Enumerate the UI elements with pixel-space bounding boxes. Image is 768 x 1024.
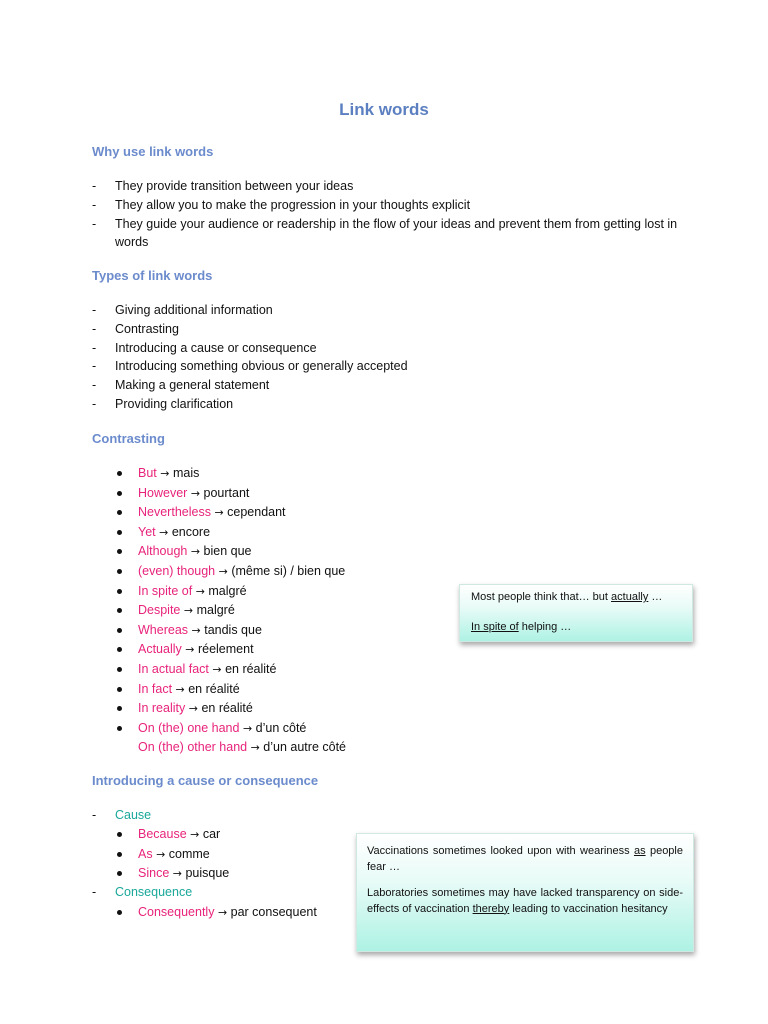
list-item: - Providing clarification xyxy=(92,395,702,414)
french-term: encore xyxy=(171,524,211,539)
english-term: But xyxy=(138,466,157,480)
list-item xyxy=(116,503,346,523)
french-term: en réalité xyxy=(188,681,240,696)
french-term: car xyxy=(202,827,221,841)
list-item xyxy=(116,621,346,641)
english-term: Consequently xyxy=(138,905,215,919)
french-term: pourtant xyxy=(203,485,250,500)
underlined-link-word: as xyxy=(633,845,646,857)
consequence-label: Consequence xyxy=(115,885,193,899)
list-item xyxy=(116,738,346,758)
arrow-icon: → xyxy=(175,682,185,696)
arrow-icon: → xyxy=(195,584,205,598)
french-term: en réalité xyxy=(201,701,253,716)
list-item xyxy=(116,660,346,680)
english-term: In fact xyxy=(138,681,173,696)
cause-list xyxy=(116,825,229,884)
note-text: Vaccinations sometimes looked upon with weariness xyxy=(367,845,634,857)
arrow-icon: → xyxy=(190,545,201,559)
list-item xyxy=(116,582,346,602)
types-list xyxy=(92,301,702,414)
note-line xyxy=(471,590,681,606)
list-item xyxy=(116,601,346,621)
heading-cause-consequence: Introducing a cause or consequence xyxy=(92,773,319,788)
note-text: … xyxy=(648,591,663,603)
arrow-icon: → xyxy=(190,828,200,841)
list-item xyxy=(116,484,346,504)
arrow-icon: → xyxy=(217,906,228,919)
french-term: malgré xyxy=(196,603,235,618)
list-item xyxy=(116,542,346,562)
english-term: As xyxy=(138,846,153,861)
heading-types: Types of link words xyxy=(92,268,213,283)
arrow-icon: → xyxy=(159,525,169,539)
underlined-link-word: In spite of xyxy=(471,620,519,633)
list-item xyxy=(116,464,346,484)
why-list xyxy=(92,177,702,252)
page-title: Link words xyxy=(339,100,429,119)
french-term: mais xyxy=(172,466,200,480)
list-item xyxy=(116,864,229,884)
arrow-icon: → xyxy=(160,467,170,480)
french-term: en réalité xyxy=(225,661,277,676)
english-term: Despite xyxy=(138,603,181,618)
arrow-icon: → xyxy=(156,847,166,861)
underlined-link-word: thereby xyxy=(472,902,510,915)
arrow-icon: → xyxy=(218,564,228,578)
french-term: (même si) / bien que xyxy=(231,563,346,578)
english-term: Actually xyxy=(138,642,182,657)
french-term: d’un côté xyxy=(255,720,307,735)
example-note-cause xyxy=(356,833,694,952)
list-item xyxy=(116,903,317,923)
english-term: However xyxy=(138,485,188,500)
list-item: - Contrasting xyxy=(92,320,702,339)
arrow-icon: → xyxy=(242,721,253,735)
list-item xyxy=(116,640,346,660)
note-text: Most people think that… but xyxy=(471,591,612,603)
list-item xyxy=(116,825,229,845)
list-item: - Making a general statement xyxy=(92,376,702,395)
note-paragraph xyxy=(367,844,683,875)
note-text: leading to vaccination hesitancy xyxy=(509,902,668,915)
arrow-icon: → xyxy=(183,604,194,618)
english-term: On (the) one hand xyxy=(138,720,240,735)
list-item: - Introducing something obvious or generally accepted xyxy=(92,357,702,376)
list-item: - Introducing a cause or consequence xyxy=(92,339,702,358)
english-term: Nevertheless xyxy=(138,505,211,520)
english-term: Since xyxy=(138,866,170,881)
list-item xyxy=(116,699,346,719)
english-term: Yet xyxy=(138,524,156,539)
arrow-icon: → xyxy=(188,702,198,716)
underlined-link-word: actually xyxy=(611,591,649,603)
dash: - xyxy=(92,885,97,899)
list-item xyxy=(116,719,346,739)
french-term: malgré xyxy=(208,583,247,598)
list-item: - They allow you to make the progression in your thoughts explicit xyxy=(92,196,702,215)
french-term: cependant xyxy=(227,505,286,520)
list-item: - They provide transition between your ideas xyxy=(92,177,702,196)
arrow-icon: → xyxy=(212,662,222,676)
list-item: - Giving additional information xyxy=(92,301,702,320)
list-item xyxy=(116,523,346,543)
arrow-icon: → xyxy=(250,741,260,755)
example-note-contrasting xyxy=(459,584,693,642)
list-item xyxy=(116,680,346,700)
note-text: Laboratories sometimes may have lacked transparency on side-effects of vaccination xyxy=(367,887,683,915)
french-term: bien que xyxy=(203,544,252,559)
english-term: Because xyxy=(138,827,187,841)
heading-contrasting: Contrasting xyxy=(92,431,165,446)
french-term: puisque xyxy=(185,866,230,881)
contrasting-list xyxy=(116,464,346,758)
arrow-icon: → xyxy=(185,643,195,657)
english-term: Although xyxy=(138,544,188,559)
arrow-icon: → xyxy=(172,867,182,881)
english-term: In spite of xyxy=(138,583,193,598)
french-term: par consequent xyxy=(230,905,317,919)
french-term: d’un autre côté xyxy=(263,740,346,755)
english-term: In actual fact xyxy=(138,661,209,676)
french-term: comme xyxy=(168,846,210,861)
note-paragraph xyxy=(367,886,683,917)
note-text: helping … xyxy=(518,620,572,633)
arrow-icon: → xyxy=(190,486,201,500)
french-term: réelement xyxy=(197,642,254,657)
list-item: - They guide your audience or readership in the flow of your ideas and prevent them from getting lost in words xyxy=(92,215,702,253)
english-term: On (the) other hand xyxy=(138,740,248,755)
list-item xyxy=(116,845,229,865)
list-item xyxy=(116,562,346,582)
cause-label: Cause xyxy=(115,808,152,822)
english-term: In reality xyxy=(138,701,186,716)
heading-why: Why use link words xyxy=(92,144,214,159)
note-line xyxy=(471,620,681,636)
arrow-icon: → xyxy=(214,506,224,520)
english-term: (even) though xyxy=(138,563,216,578)
french-term: tandis que xyxy=(204,622,262,637)
dash: - xyxy=(92,808,97,822)
consequence-list xyxy=(116,903,317,923)
arrow-icon: → xyxy=(191,623,201,637)
note-text: people fear … xyxy=(367,845,683,873)
english-term: Whereas xyxy=(138,622,189,637)
